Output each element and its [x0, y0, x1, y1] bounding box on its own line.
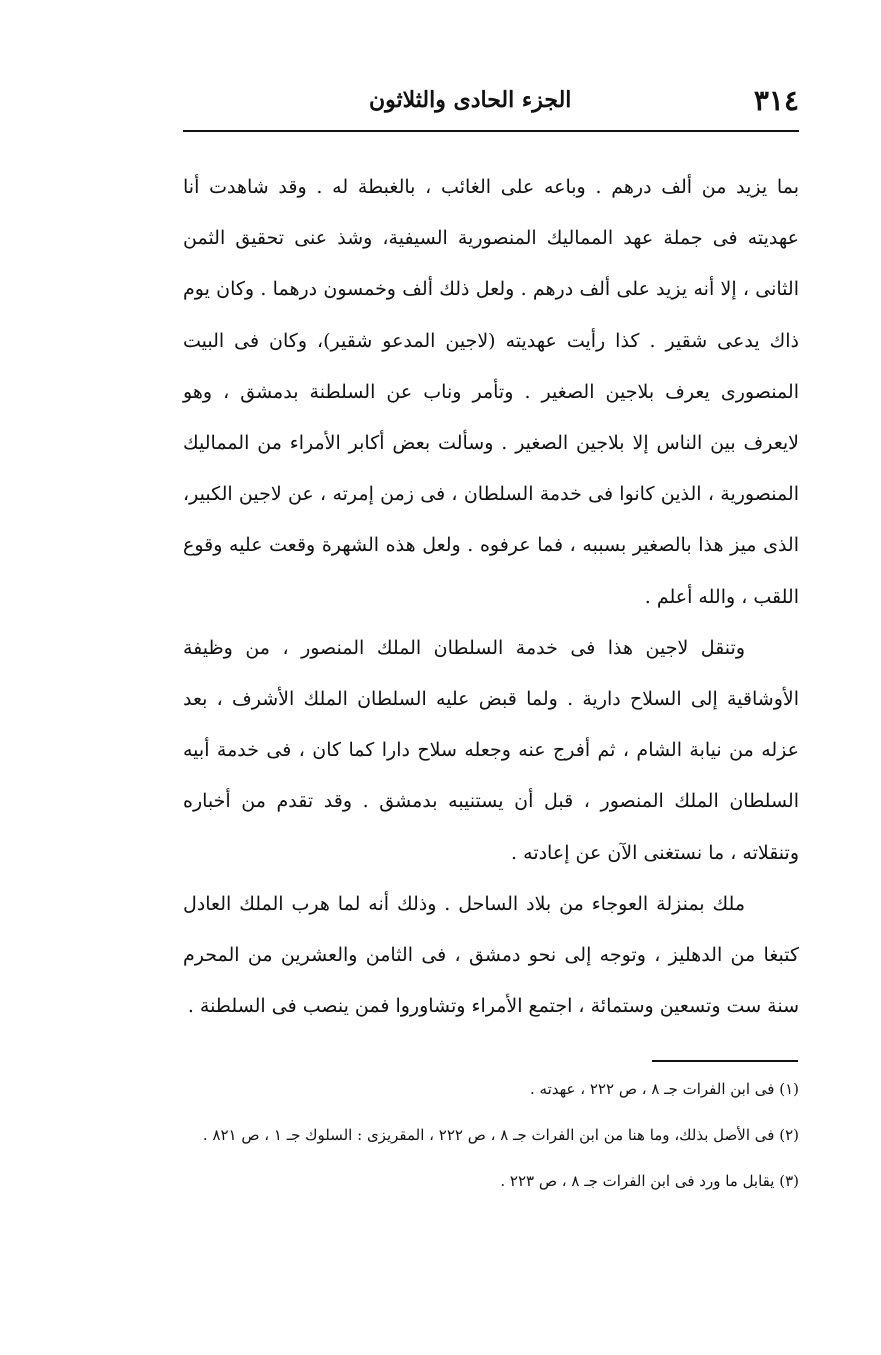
page-number: ٣١٤ [753, 83, 799, 117]
footnotes [183, 1068, 799, 1202]
paragraph-1: بما يزيد من ألف درهم . وباعه على الغائب ، بالغبطة له . وقد شاهدت أنا عهديته فى جملة عهد المماليك المنصورية السيفية، وشذ عنى تحقيق الثمن الثانى ، إلا أنه يزيد على ألف درهم . ولعل ذلك ألف وخمسون درهما . وكان يوم ذاك يدعى شقير . كذا رأيت عهديته (لاجين المدعو شقير)، وكان فى البيت المنصورى يعرف بلاجين الصغير . وتأمر وناب عن السلطنة بدمشق ، وهو لايعرف بين الناس إلا بلاجين الصغير . وسألت بعض أكابر الأمراء من المماليك المنصورية ، الذين كانوا فى خدمة السلطان ، فى زمن إمرته ، عن لاجين الكبير، الذى ميز هذا بالصغير بسببه ، فما عرفوه . ولعل هذه الشهرة وقعت عليه وقوع اللقب ، والله أعلم . [183, 176, 799, 608]
page-header [183, 80, 799, 120]
footnote-rule [652, 1060, 798, 1062]
paragraph-2: وتنقل لاجين هذا فى خدمة السلطان الملك المنصور ، من وظيفة الأوشاقية إلى السلاح دارية . ولما قبض عليه السلطان الملك الأشرف ، بعد عزله من نيابة الشام ، ثم أفرج عنه وجعله سلاح دارا كما كان ، فى خدمة أبيه السلطان الملك المنصور ، قبل أن يستنيبه بدمشق . وقد تقدم من أخباره وتنقلاته ، ما نستغنى الآن عن إعادته . [183, 636, 799, 864]
running-title: الجزء الحادى والثلاثون [369, 87, 572, 113]
footnote-1: (١) فى ابن الفرات جـ ٨ ، ص ٢٢٢ ، عهدته . [530, 1080, 799, 1098]
body-text [183, 162, 799, 1032]
footnote-2: (٢) فى الأصل بذلك، وما هنا من ابن الفرات جـ ٨ ، ص ٢٢٢ ، المقريزى : السلوك جـ ١ ، ص ٨٢١ . [202, 1126, 799, 1144]
header-rule [183, 130, 799, 132]
footnote-3: (٣) يقابل ما ورد فى ابن الفرات جـ ٨ ، ص ٢٢٣ . [500, 1172, 799, 1190]
paragraph-3: ملك بمنزلة العوجاء من بلاد الساحل . وذلك أنه لما هرب الملك العادل كتبغا من الدهليز ، وتوجه إلى نحو دمشق ، فى الثامن والعشرين من المحرم سنة ست وتسعين وستمائة ، اجتمع الأمراء وتشاوروا فمن ينصب فى السلطنة . [183, 892, 799, 1018]
